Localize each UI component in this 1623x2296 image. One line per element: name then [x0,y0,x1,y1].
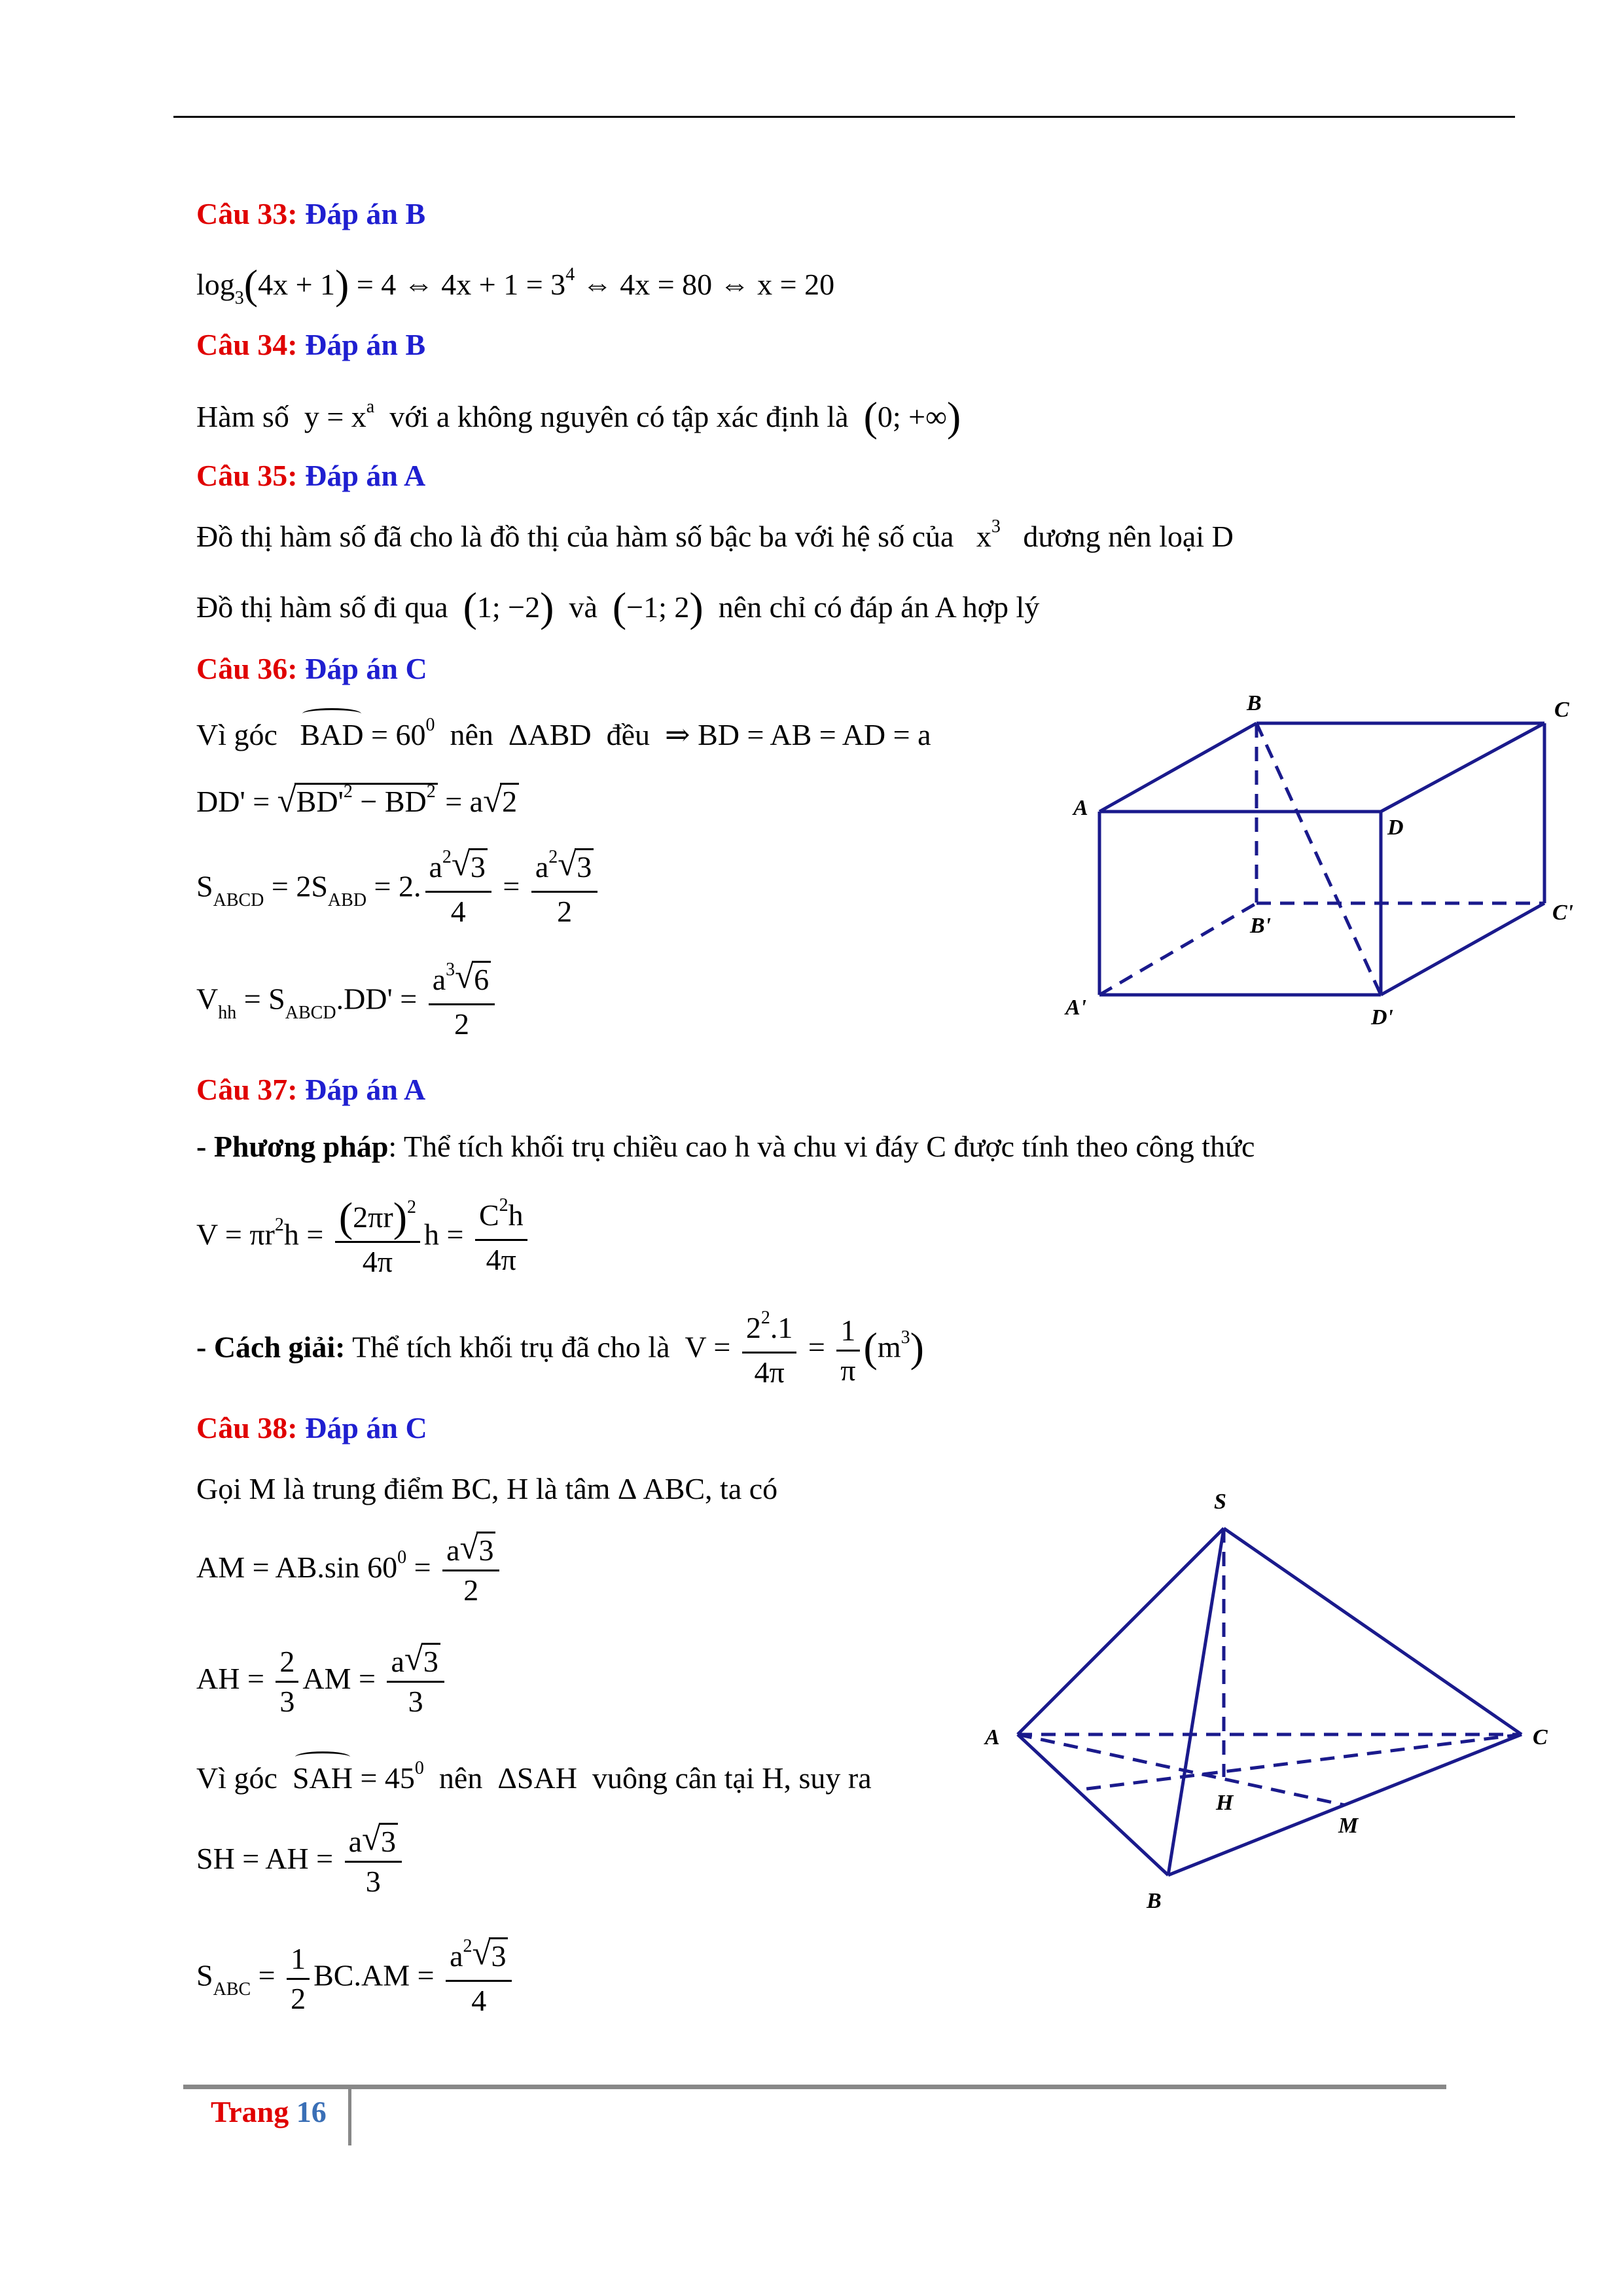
label-a: A [1073,796,1088,820]
diagonal-bd-hidden [1257,723,1381,995]
question-36-heading [196,651,427,686]
footer-rule [183,2085,1446,2089]
edge-ab-bottom-hidden [1099,903,1257,995]
q35-line2-a: Đồ thị hàm số đi qua [196,590,448,624]
answer-label: Đáp án C [305,1411,427,1444]
question-34-heading [196,327,425,362]
question-number: Câu 35: [196,459,298,492]
q38-line2: Vì góc SAH = $45^0$ nên ΔSAH vuông cân tại H, suy ra [196,1758,872,1795]
edge-ab [1018,1734,1168,1875]
answer-label: Đáp án C [305,652,427,685]
edge-dc [1381,723,1544,812]
q35-and: và [569,590,597,624]
q38-am-formula: AM = AB.sin $60^0$ = $\frac{a√ 3}{2}$ [196,1532,503,1609]
solution-label: - Cách giải: [196,1330,346,1364]
edge-sc [1224,1528,1522,1734]
q38-ah-formula: AH = $\frac{2}{3}$ AM = $\frac{a√ 3}{3}$ [196,1643,448,1721]
label-a: A [985,1725,1000,1749]
footer-divider [348,2088,351,2145]
q37-method [196,1129,1255,1164]
method-label: - Phương pháp [196,1130,389,1163]
question-33-heading [196,196,425,231]
q37-solution: - Cách giải: Thể tích khối trụ đã cho là V = $\frac{2^2.1}{4\pi}$ = $\frac{1}{\pi}$ $(m^3)$ [196,1308,924,1389]
label-c: C [1533,1725,1548,1749]
q38-sh-formula: SH = AH = $\frac{a√ 3}{3}$ [196,1823,406,1901]
q36-volume-formula: $V_{hh} = S_{ABCD}.DD'$ = $\frac{a^3√ 6}{2}$ [196,961,499,1043]
page-number [211,2094,327,2129]
q34-text-b: với a không nguyên có tập xác định là [389,400,849,433]
prism-figure [1047,687,1584,1041]
q34-text: Hàm số $y = x^a$ với a không nguyên có tập xác định là (0; +∞) [196,393,961,440]
label-b: B [1247,691,1262,715]
header-rule [173,116,1515,118]
q35-line1-a: Đồ thị hàm số đã cho là đồ thị của hàm số bậc ba với hệ số của [196,520,954,553]
edge-sa [1018,1528,1224,1734]
q35-line2-b: nên chỉ có đáp án A hợp lý [718,590,1040,624]
answer-label: Đáp án B [305,197,426,230]
label-s: S [1214,1490,1226,1514]
page-number-value: 16 [296,2095,327,2128]
q34-text-a: Hàm số [196,400,289,433]
answer-label: Đáp án A [305,459,426,492]
edge-dc-bottom [1381,903,1544,995]
page-label: Trang [211,2095,289,2128]
label-b: B [1147,1889,1162,1913]
question-number: Câu 36: [196,652,298,685]
q33-equation: $\log_3(4x + 1) = 4$ ⇔ $4x + 1 = 3^4$ ⇔ 4x = 80 ⇔ x = 20 [196,261,835,308]
q38-line2-b: nên [438,1761,483,1795]
question-number: Câu 33: [196,197,298,230]
label-c-prime: C' [1552,901,1574,925]
label-a-prime: A' [1065,996,1087,1020]
label-c: C [1554,698,1569,722]
question-37-heading [196,1072,425,1107]
q38-area-formula: $S_{ABC}$ = $\frac{1}{2}$ BC.AM = $\frac{a^2√ 3}{4}$ [196,1937,516,2020]
question-number: Câu 34: [196,328,298,361]
q36-line1-b: nên [450,718,493,751]
label-m: M [1338,1814,1359,1838]
q38-line2-c: vuông cân tại H, suy ra [592,1761,872,1795]
q36-line1: Vì góc BAD = $60^0$ nên ΔABD đều ⇒ BD = AB = AD = a [196,715,931,751]
q35-line1-b: dương nên loại D [1023,520,1234,553]
question-35-heading [196,458,425,493]
edge-sb [1168,1528,1224,1875]
q35-line1: Đồ thị hàm số đã cho là đồ thị của hàm số bậc ba với hệ số của $x^3$ dương nên loại D [196,516,1234,553]
q37-formula: $V = \pi r^2h$ = $\frac{(2\pi r)^2}{4\pi}$ h = $\frac{C^2h}{4\pi}$ [196,1194,531,1281]
q38-line1: Gọi M là trung điểm BC, H là tâm Δ ABC, ta có [196,1472,778,1505]
label-b-prime: B' [1250,914,1272,938]
q36-dd-formula: DD' = √ $BD'^2 - BD^2 = a√$ 2 [196,784,519,819]
q36-line1-c: đều [606,718,651,751]
method-text: : Thể tích khối trụ chiều cao h và chu vi đáy C được tính theo công thức [388,1130,1255,1163]
question-38-heading [196,1410,427,1445]
q36-area-formula: $S_{ABCD} = 2S_{ABD} = 2$. $\frac{a^2√ 3}{4}$ = $\frac{a^2√ 3}{2}$ [196,848,601,931]
solution-text: Thể tích khối trụ đã cho là [352,1330,670,1364]
label-d: D [1387,816,1404,840]
label-h: H [1216,1791,1234,1815]
edge-ab [1099,723,1257,812]
label-d-prime: D' [1371,1005,1393,1030]
answer-label: Đáp án B [305,328,426,361]
q38-line2-a: Vì góc [196,1761,277,1795]
q36-line1-a: Vì góc [196,718,277,751]
question-number: Câu 37: [196,1073,298,1106]
answer-label: Đáp án A [305,1073,426,1106]
q35-line2: Đồ thị hàm số đi qua (1; −2) và (−1; 2) nên chỉ có đáp án A hợp lý [196,584,1040,630]
question-number: Câu 38: [196,1411,298,1444]
pyramid-figure [969,1486,1571,1918]
